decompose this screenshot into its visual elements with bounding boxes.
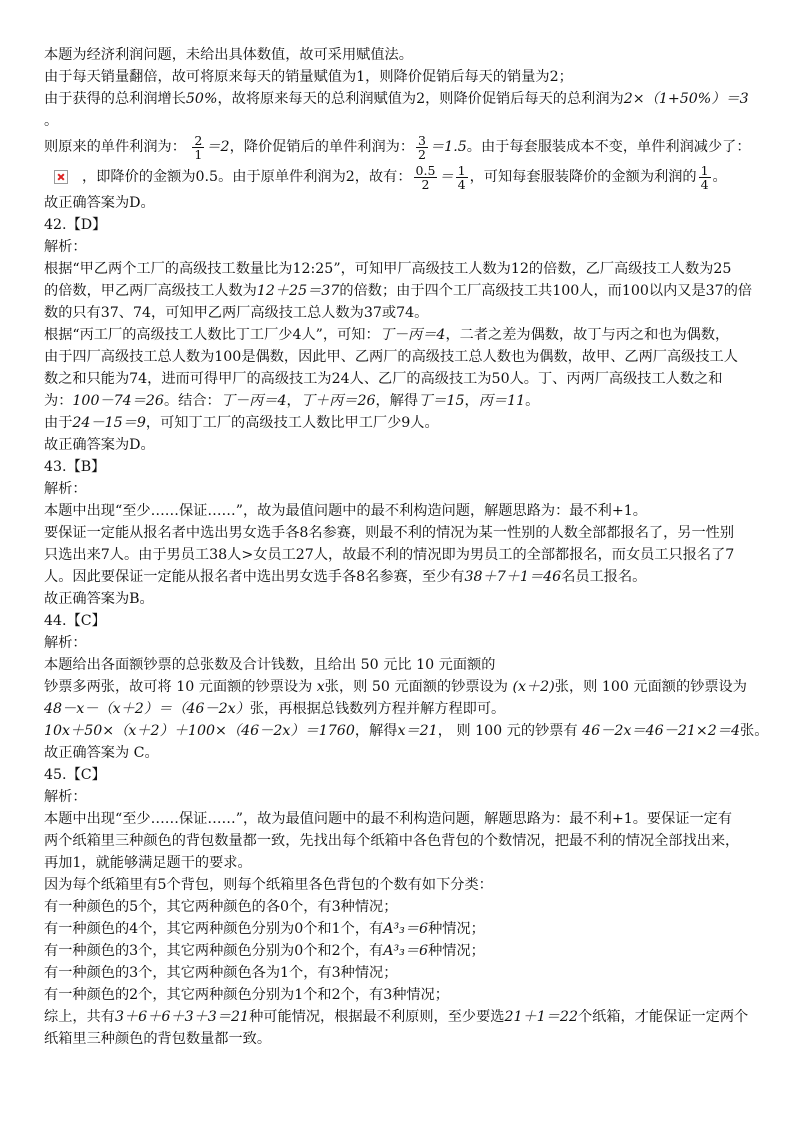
q41-line-1: 本题为经济利润问题，未给出具体数值，故可采用赋值法。 [44,47,413,63]
math-expr: 2×（1+50%）＝3 [623,91,749,107]
q41-answer: 故正确答案为D。 [44,195,155,211]
q45-line-1: 本题中出现“至少……保证……”，故为最值问题中的最不利构造问题，解题思路为：最不利+1。要保证一定有 [44,811,733,827]
q44-jiexi: 解析： [44,635,87,651]
math-expr: 48－x－（x＋2）＝（46－2x） [44,701,250,717]
math-expr: 24－15＝9 [72,415,146,431]
q45-line-9: 有一种颜色的2个，其它两种颜色分别为1个和2个，有3种情况； [44,987,449,1003]
q44-line-3: 48－x－（x＋2）＝（46－2x）张，再根据总钱数列方程并解方程即可。 [44,701,506,717]
q43-line-4: 人。因此要保证一定能从报名者中选出男女选手各8名参赛，至少有38＋7＋1＝46名员工报名。 [44,569,647,585]
math-expr: x [316,679,325,695]
q42-line-4: 根据“丙工厂的高级技工人数比丁工厂少4人”，可知：丁－丙＝4，二者之差为偶数，故丁与丙之和也为偶数， [44,327,730,343]
q42-line-1: 根据“甲乙两个工厂的高级技工数量比为12:25”，可知甲厂高级技工人数为12的倍数，乙厂高级技工人数为25 [44,261,732,277]
q44-line-2: 钞票多两张，故可将 10 元面额的钞票设为 x张，则 50 元面额的钞票设为 (x＋2)张，则 100 元面额的钞票设为 [44,679,747,695]
q43-jiexi: 解析： [44,481,87,497]
q43-answer: 故正确答案为B。 [44,591,154,607]
math-expr: 丁－丙＝4 [220,393,287,409]
q42-line-2: 的倍数，甲乙两厂高级技工人数为12＋25＝37的倍数；由于四个工厂高级技工共100人，而100以内又是37的倍 [44,283,753,299]
fraction: $\frac{0.5}{2}$ [415,162,436,192]
q41-line-3: 由于获得的总利润增长50%，故将原来每天的总利润赋值为2，则降价促销后每天的总利润为2×（1+50%）＝3 [44,91,749,107]
math-expr: 50% [185,91,218,107]
math-expr: A³₃＝6 [383,921,429,937]
math-expr: 21＋1＝22 [504,1009,578,1025]
q42-heading: 42.【D】 [44,217,107,233]
q45-line-10: 综上，共有3＋6＋6＋3＋3＝21种可能情况，根据最不利原则，至少要选21＋1＝22个纸箱，才能保证一定两个 [44,1009,749,1025]
q45-line-5: 有一种颜色的5个，其它两种颜色的各0个，有3种情况； [44,899,398,915]
fraction: $\frac{1}{4}$ [457,162,466,192]
q45-line-4: 因为每个纸箱里有5个背包，则每个纸箱里各色背包的个数有如下分类： [44,877,493,893]
q42-line-6: 数之和只能为74，进而可得甲厂的高级技工为24人、乙厂的高级技工为50人。丁、丙两厂高级技工人数之和 [44,371,723,387]
math-expr: (x＋2) [512,679,555,695]
math-expr: A³₃＝6 [383,943,429,959]
math-expr: x＝21 [397,723,438,739]
q45-line-3: 再加1，就能够满足题干的要求。 [44,855,252,871]
q44-answer: 故正确答案为 C。 [44,745,159,761]
q43-line-3: 只选出来7人。由于男员工38人>女员工27人，故最不利的情况即为男员工的全部都报名，而女员工只报名了7 [44,547,735,563]
q43-line-2: 要保证一定能从报名者中选出男女选手各8名参赛，则最不利的情况为某一性别的人数全部都报名了，另一性别 [44,525,735,541]
math-expr: 38＋7＋1＝46 [464,569,562,585]
q41-line-5: 则原来的单件利润为： $\frac{2}{1}$ ＝2，降价促销后的单件利润为： $\frac{3}{2}$ ＝1.5。由于每套服装成本不变，单件利润减少了： [44,132,751,162]
math-expr: 3＋6＋6＋3＋3＝21 [114,1009,250,1025]
q45-line-6: 有一种颜色的4个，其它两种颜色分别为0个和1个，有A³₃＝6种情况； [44,921,485,937]
q43-line-1: 本题中出现“至少……保证……”，故为最值问题中的最不利构造问题，解题思路为：最不利+1。 [44,503,647,519]
math-expr: 46－2x＝46－21×2＝4 [582,723,741,739]
math-expr: 丁＝15 [418,393,465,409]
q42-line-8: 由于24－15＝9，可知丁工厂的高级技工人数比甲工厂少9人。 [44,415,439,431]
q45-heading: 45.【C】 [44,767,106,783]
math-expr: 100－74＝26 [72,393,164,409]
q43-heading: 43.【B】 [44,459,106,475]
answer-page [44,44,769,1050]
q44-line-1: 本题给出各面额钞票的总张数及合计钱数，且给出 50 元比 10 元面额的 [44,657,496,673]
q45-line-11: 纸箱里三种颜色的背包数量都一致。 [44,1031,272,1047]
q44-line-4: 10x＋50×（x＋2）＋100×（46－2x）＝1760，解得x＝21， 则 100 元的钞票有 46－2x＝46－21×2＝4张。 [44,723,769,739]
q41-line-6: ，即降价的金额为0.5。由于原单件利润为2，故有： $\frac{0.5}{2}$ ＝ $\frac{1}{4}$ ，可知每套服装降价的金额为利润的 $\frac{1}{4}$ 。 [44,162,756,192]
fraction: $\frac{1}{4}$ [700,162,709,192]
q45-line-2: 两个纸箱里三种颜色的背包数量都一致，先找出每个纸箱中各色背包的个数情况，把最不利的情况全部找出来， [44,833,740,849]
math-expr: 丙＝11 [478,393,526,409]
q45-jiexi: 解析： [44,789,87,805]
q41-line-2: 由于每天销量翻倍，故可将原来每天的销量赋值为1，则降价促销后每天的销量为2； [44,69,573,85]
q41-line-4: 。 [44,113,59,129]
math-expr: 丁＋丙＝26 [300,393,376,409]
q45-line-8: 有一种颜色的3个，其它两种颜色各为1个，有3种情况； [44,965,398,981]
broken-image-icon [54,170,68,184]
q42-line-7: 为：100－74＝26。结合：丁－丙＝4，丁＋丙＝26，解得丁＝15，丙＝11。 [44,393,540,409]
q45-line-7: 有一种颜色的3个，其它两种颜色分别为0个和2个，有A³₃＝6种情况； [44,943,485,959]
math-expr: 丁－丙＝4 [379,327,446,343]
q42-line-5: 由于四厂高级技工总人数为100是偶数，因此甲、乙两厂的高级技工总人数也为偶数，故甲、乙两厂高级技工人 [44,349,738,365]
q42-line-3: 数的只有37、74，可知甲乙两厂高级技工总人数为37或74。 [44,305,429,321]
fraction: $\frac{2}{1}$ [194,132,203,162]
math-expr: 10x＋50×（x＋2）＋100×（46－2x）＝1760 [44,723,355,739]
q42-answer: 故正确答案为D。 [44,437,155,453]
q42-jiexi: 解析： [44,239,87,255]
fraction: $\frac{3}{2}$ [418,132,426,162]
q44-heading: 44.【C】 [44,613,106,629]
math-expr: 12＋25＝37 [256,283,340,299]
